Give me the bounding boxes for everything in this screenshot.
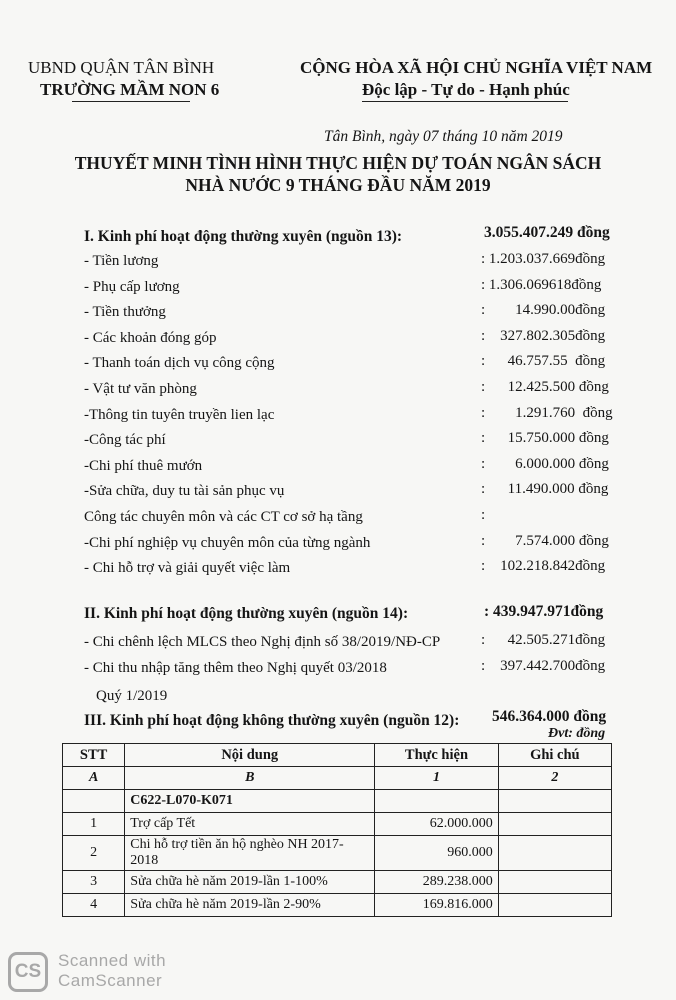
section2-item-value: : 397.442.700đồng (481, 658, 606, 674)
section1-item-value: : 102.218.842đồng (481, 558, 606, 575)
section1-item-label: - Thanh toán dịch vụ công cộng (84, 355, 275, 372)
subheader-a: A (63, 767, 125, 790)
header-left-rule (72, 101, 190, 102)
subheader-b: B (125, 767, 375, 790)
section1-item-value: : 14.990.00đồng (481, 302, 606, 319)
row-stt: 2 (63, 836, 125, 871)
section1-item-label: -Chi phí nghiệp vụ chuyên môn của từng ngành (84, 534, 371, 551)
section1-item-label: -Sửa chữa, duy tu tài sản phục vụ (84, 483, 285, 500)
table-row (63, 836, 612, 871)
section1-item-value: : 1.306.069618đồng (481, 276, 602, 293)
section1-item-label: - Vật tư văn phòng (84, 381, 197, 397)
section1-item-label: -Thông tin tuyên truyền lien lạc (84, 406, 275, 423)
section3-heading: III. Kinh phí hoạt động không thường xuyên (nguồn 12): (84, 712, 460, 729)
table-row (63, 871, 612, 894)
row-content: Sửa chữa hè năm 2019-lần 2-90% (125, 894, 375, 917)
table-row (63, 894, 612, 917)
group-stt-cell (63, 790, 125, 813)
agency-name: UBND QUẬN TÂN BÌNH (28, 58, 215, 77)
section1-total: 3.055.407.249 đồng (484, 224, 610, 241)
group-label: C622-L070-K071 (125, 790, 375, 813)
section2-item-label: - Chi chênh lệch MLCS theo Nghị định số 38/2019/NĐ-CP (84, 634, 441, 650)
row-note (498, 836, 611, 871)
subheader-1: 1 (375, 767, 498, 790)
row-content: Trợ cấp Tết (125, 813, 375, 836)
subheader-2: 2 (498, 767, 611, 790)
row-stt: 1 (63, 813, 125, 836)
row-note (498, 871, 611, 894)
watermark-line1: Scanned with (58, 951, 167, 970)
section1-item-label: - Chi hỗ trợ và giải quyết việc làm (84, 560, 291, 577)
section1-item-value: : 15.750.000 đồng (481, 430, 609, 447)
national-motto: Độc lập - Tự do - Hạnh phúc (362, 80, 570, 99)
school-name: TRƯỜNG MẦM NON 6 (40, 80, 220, 99)
section1-item-label: -Chi phí thuê mướn (84, 457, 203, 474)
document-title-line2: NHÀ NƯỚC 9 THÁNG ĐẦU NĂM 2019 (185, 175, 491, 195)
table-header-row (63, 744, 612, 767)
section3-total: 546.364.000 đồng (492, 708, 607, 725)
section2-total: : 439.947.971đồng (484, 603, 604, 620)
section1-item-value: : 7.574.000 đồng (481, 532, 609, 549)
section1-heading: I. Kinh phí hoạt động thường xuyên (nguồn 13): (84, 228, 403, 245)
section2-note: Quý 1/2019 (96, 688, 168, 704)
section1-item-label: - Tiền lương (84, 253, 159, 269)
section1-item-value: : 6.000.000 đồng (481, 455, 609, 472)
expense-table (62, 743, 612, 917)
section1-item-value: : 1.291.760 đồng (481, 404, 613, 421)
row-value: 289.238.000 (375, 871, 498, 894)
header-right-rule (362, 101, 568, 102)
section1-item-value: : 46.757.55 đồng (481, 353, 606, 370)
row-note (498, 894, 611, 917)
section2-item-value: : 42.505.271đồng (481, 632, 606, 648)
section1-item-value: : 1.203.037.669đồng (481, 251, 606, 267)
row-note (498, 813, 611, 836)
section1-item-label: Công tác chuyên môn và các CT cơ sở hạ tầng (84, 509, 363, 525)
date-line: Tân Bình, ngày 07 tháng 10 năm 2019 (324, 128, 563, 145)
table-row (63, 813, 612, 836)
document-title-line1: THUYẾT MINH TÌNH HÌNH THỰC HIỆN DỰ TOÁN NGÂN SÁCH (74, 153, 602, 173)
header-actual: Thực hiện (375, 744, 498, 767)
table-group-row (63, 790, 612, 813)
section1-item-value: : (481, 507, 486, 523)
section1-item-label: - Tiền thưởng (84, 304, 166, 321)
header-note: Ghi chú (498, 744, 611, 767)
header-content: Nội dung (125, 744, 375, 767)
row-content: Sửa chữa hè năm 2019-lần 1-100% (125, 871, 375, 894)
section1-item-value: : 327.802.305đồng (481, 327, 606, 344)
section1-item-label: - Phụ cấp lương (84, 278, 180, 295)
national-title: CỘNG HÒA XÃ HỘI CHỦ NGHĨA VIỆT NAM (300, 58, 653, 77)
table-subheader-row (63, 767, 612, 790)
header-stt: STT (63, 744, 125, 767)
watermark-line2: CamScanner (58, 971, 163, 990)
section2-heading: II. Kinh phí hoạt động thường xuyên (nguồn 14): (84, 605, 409, 622)
section1-item-label: - Các khoản đóng góp (84, 329, 217, 346)
group-value-cell (375, 790, 498, 813)
section1-item-value: : 11.490.000 đồng (481, 481, 609, 498)
section2-item-label: - Chi thu nhập tăng thêm theo Nghị quyết 03/2018 (84, 660, 387, 676)
row-value: 169.816.000 (375, 894, 498, 917)
row-value: 960.000 (375, 836, 498, 871)
row-content: Chi hỗ trợ tiền ăn hộ nghèo NH 2017-2018 (125, 836, 375, 871)
row-stt: 4 (63, 894, 125, 917)
camscanner-logo-icon: CS (8, 952, 48, 992)
unit-label: Đvt: đồng (548, 726, 606, 741)
group-note-cell (498, 790, 611, 813)
section1-item-label: -Công tác phí (84, 432, 166, 449)
section1-item-value: : 12.425.500 đồng (481, 379, 609, 395)
row-value: 62.000.000 (375, 813, 498, 836)
row-stt: 3 (63, 871, 125, 894)
